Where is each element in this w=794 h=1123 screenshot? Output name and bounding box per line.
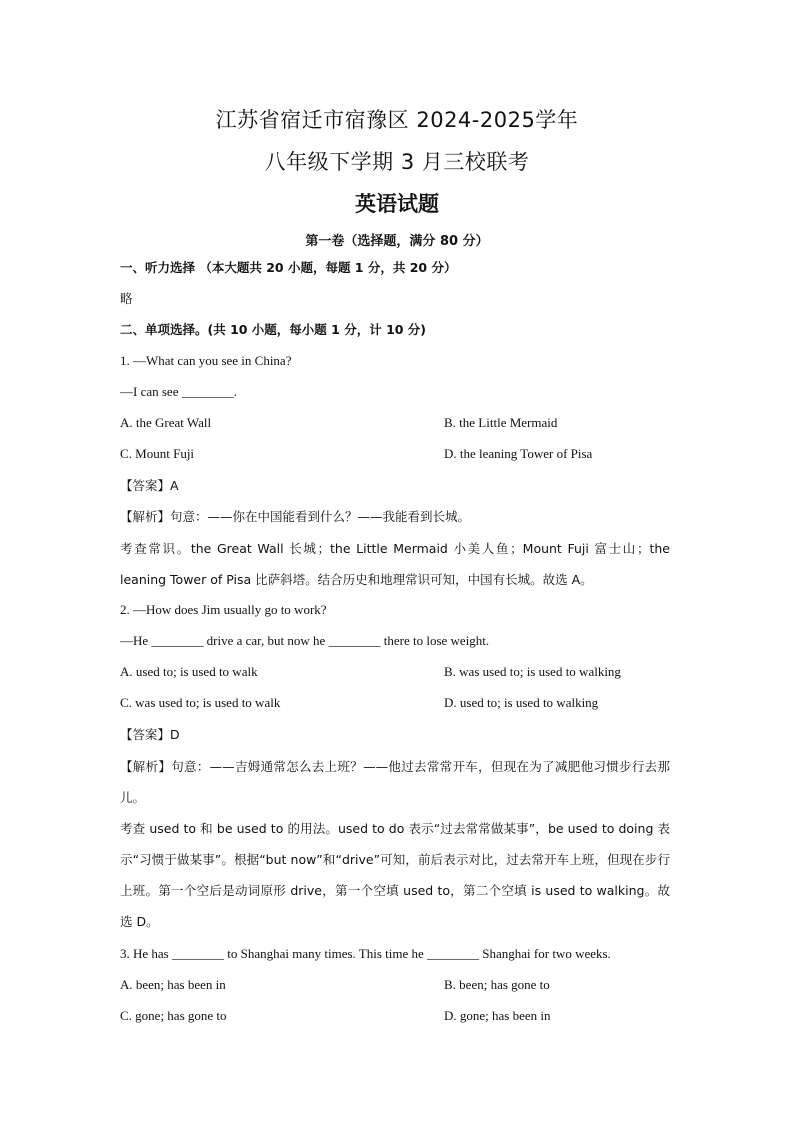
q1-analysis-detail: 考查常识。the Great Wall 长城；the Little Mermaid 小美人鱼；Mount Fuji 富士山；the leaning Tower of Pisa 比萨斜塔。结合历史和地理常识可知，中国有长城。故选 A。 [120,541,670,587]
section2-heading: 二、单项选择。(共 10 小题，每小题 1 分，计 10 分) [120,322,427,337]
q1-option-a: A. the Great Wall [120,415,212,430]
q1-stem-line2: —I can see ________. [120,384,237,399]
section1-note: 略 [120,291,133,306]
exam-title-line3: 英语试题 [355,192,439,216]
q3-stem: 3. He has ________ to Shanghai many times. This time he ________ Shanghai for two weeks. [120,946,611,961]
exam-title-line2: 八年级下学期 3 月三校联考 [264,150,530,174]
q2-analysis-sentence: 【解析】句意：——吉姆通常怎么去上班？——他过去常常开车，但现在为了减肥他习惯步行去那儿。 [120,759,670,805]
q3-option-d: D. gone; has been in [444,1008,551,1023]
q3-option-c: C. gone; has gone to [120,1008,227,1023]
q1-option-d: D. the leaning Tower of Pisa [444,446,593,461]
part-label: 第一卷（选择题，满分 80 分） [305,234,489,249]
q2-stem-line2: —He ________ drive a car, but now he ________ there to lose weight. [120,633,490,648]
q1-analysis-sentence: 【解析】句意：——你在中国能看到什么？——我能看到长城。 [120,509,471,524]
exam-title-line1: 江苏省宿迁市宿豫区 2024-2025学年 [215,108,579,132]
q1-option-c: C. Mount Fuji [120,446,195,461]
q2-option-a: A. used to; is used to walk [120,664,258,679]
q2-analysis-detail: 考查 used to 和 be used to 的用法。used to do 表示“过去常常做某事”，be used to doing 表示“习惯于做某事”。根据“but now”和“drive”可知，前后表示对比，过去常开车上班，但现在步行上班。第一个空后是动词原形 drive，第一个空填 used to，第二个空填 is used to walking。故选 D。 [120,821,670,929]
q3-option-b: B. been; has gone to [444,977,550,992]
q2-option-c: C. was used to; is used to walk [120,695,281,710]
q2-option-d: D. used to; is used to walking [444,695,599,710]
section1-heading: 一、听力选择 （本大题共 20 小题，每题 1 分，共 20 分） [120,260,457,275]
q1-option-b: B. the Little Mermaid [444,415,558,430]
q2-option-b: B. was used to; is used to walking [444,664,621,679]
q1-answer: 【答案】A [120,478,179,493]
q1-stem-line1: 1. —What can you see in China? [120,353,292,368]
q2-stem-line1: 2. —How does Jim usually go to work? [120,602,327,617]
q2-answer: 【答案】D [120,727,180,742]
q3-option-a: A. been; has been in [120,977,226,992]
